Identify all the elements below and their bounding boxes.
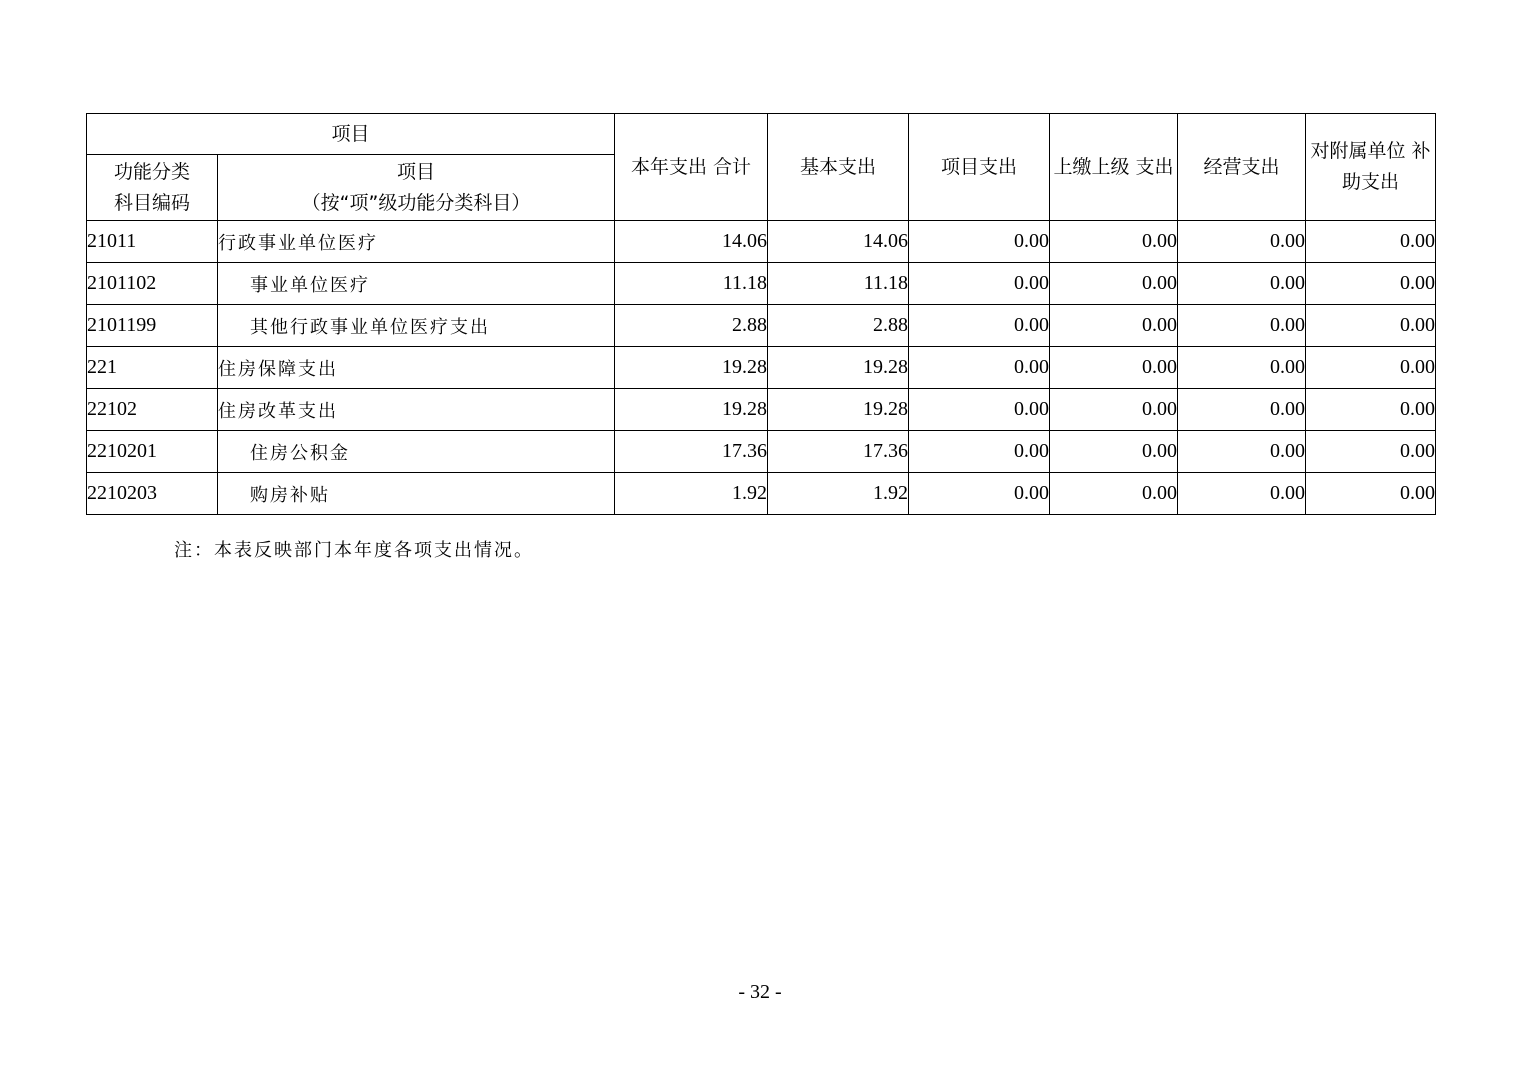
table-row [87, 305, 1436, 347]
cell-basic: 17.36 [768, 431, 909, 473]
header-name [218, 155, 615, 221]
header-name-line2: （按“项”级功能分类科目） [301, 191, 531, 214]
cell-project: 0.00 [909, 305, 1050, 347]
cell-name: 住房保障支出 [218, 347, 615, 389]
cell-project: 0.00 [909, 431, 1050, 473]
table-row [87, 347, 1436, 389]
cell-subsidy: 0.00 [1306, 305, 1436, 347]
cell-remit: 0.00 [1050, 221, 1178, 263]
cell-subsidy: 0.00 [1306, 389, 1436, 431]
expenditure-table [86, 113, 1436, 515]
cell-operating: 0.00 [1178, 263, 1306, 305]
header-basic: 基本支出 [768, 114, 909, 221]
cell-basic: 11.18 [768, 263, 909, 305]
cell-name: 住房改革支出 [218, 389, 615, 431]
header-operating: 经营支出 [1178, 114, 1306, 221]
cell-subsidy: 0.00 [1306, 431, 1436, 473]
cell-project: 0.00 [909, 473, 1050, 515]
table-row [87, 389, 1436, 431]
cell-total: 1.92 [615, 473, 768, 515]
cell-operating: 0.00 [1178, 431, 1306, 473]
cell-remit: 0.00 [1050, 431, 1178, 473]
cell-total: 17.36 [615, 431, 768, 473]
cell-code: 22102 [87, 389, 218, 431]
cell-name: 事业单位医疗 [218, 263, 615, 305]
header-subsidy [1306, 114, 1436, 221]
cell-subsidy: 0.00 [1306, 263, 1436, 305]
table-note: 注：本表反映部门本年度各项支出情况。 [174, 540, 534, 561]
cell-subsidy: 0.00 [1306, 473, 1436, 515]
header-code-line1: 功能分类 [113, 160, 190, 183]
cell-operating: 0.00 [1178, 221, 1306, 263]
cell-total: 19.28 [615, 347, 768, 389]
cell-remit: 0.00 [1050, 347, 1178, 389]
table-body [87, 221, 1436, 515]
cell-subsidy: 0.00 [1306, 221, 1436, 263]
cell-total: 2.88 [615, 305, 768, 347]
cell-name: 购房补贴 [218, 473, 615, 515]
cell-remit: 0.00 [1050, 305, 1178, 347]
table-row [87, 221, 1436, 263]
cell-name: 住房公积金 [218, 431, 615, 473]
header-remit-line1: 上缴上级 [1053, 155, 1130, 178]
table-row [87, 263, 1436, 305]
cell-basic: 2.88 [768, 305, 909, 347]
cell-operating: 0.00 [1178, 389, 1306, 431]
cell-remit: 0.00 [1050, 389, 1178, 431]
header-remit-line2: 支出 [1135, 155, 1174, 178]
cell-basic: 1.92 [768, 473, 909, 515]
header-total-line2: 合计 [713, 155, 752, 178]
cell-code: 21011 [87, 221, 218, 263]
cell-basic: 14.06 [768, 221, 909, 263]
table-row [87, 473, 1436, 515]
page-number: - 32 - [738, 981, 782, 1003]
cell-name: 其他行政事业单位医疗支出 [218, 305, 615, 347]
cell-project: 0.00 [909, 263, 1050, 305]
header-total [615, 114, 768, 221]
cell-project: 0.00 [909, 347, 1050, 389]
cell-basic: 19.28 [768, 389, 909, 431]
header-total-line1: 本年支出 [630, 155, 707, 178]
cell-operating: 0.00 [1178, 347, 1306, 389]
cell-code: 2210201 [87, 431, 218, 473]
header-project: 项目支出 [909, 114, 1050, 221]
cell-code: 221 [87, 347, 218, 389]
cell-project: 0.00 [909, 221, 1050, 263]
header-subsidy-line2: 补助支出 [1342, 140, 1431, 193]
cell-remit: 0.00 [1050, 473, 1178, 515]
cell-remit: 0.00 [1050, 263, 1178, 305]
cell-code: 2210203 [87, 473, 218, 515]
header-subsidy-line1: 对附属单位 [1310, 140, 1406, 162]
cell-operating: 0.00 [1178, 305, 1306, 347]
header-code [87, 155, 218, 221]
cell-name: 行政事业单位医疗 [218, 221, 615, 263]
cell-total: 11.18 [615, 263, 768, 305]
cell-code: 2101102 [87, 263, 218, 305]
header-remit [1050, 114, 1178, 221]
cell-basic: 19.28 [768, 347, 909, 389]
header-code-line2: 科目编码 [113, 191, 190, 214]
cell-subsidy: 0.00 [1306, 347, 1436, 389]
header-name-line1: 项目 [397, 160, 436, 183]
table-row [87, 431, 1436, 473]
header-item-group: 项目 [87, 114, 615, 155]
cell-code: 2101199 [87, 305, 218, 347]
cell-total: 19.28 [615, 389, 768, 431]
cell-project: 0.00 [909, 389, 1050, 431]
cell-total: 14.06 [615, 221, 768, 263]
cell-operating: 0.00 [1178, 473, 1306, 515]
